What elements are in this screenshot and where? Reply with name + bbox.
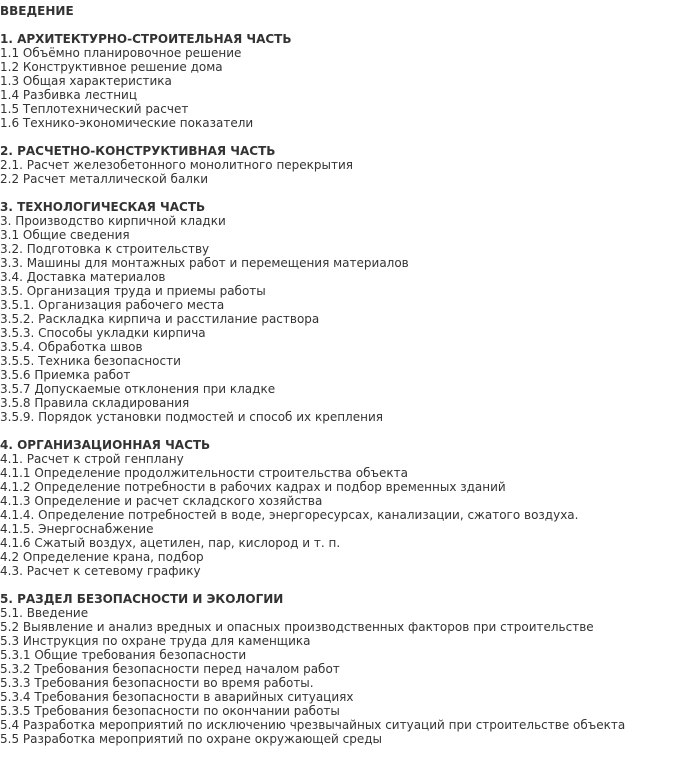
toc-item: 3.5. Организация труда и приемы работы <box>0 284 266 298</box>
toc-item: 3.3. Машины для монтажных работ и перемещения материалов <box>0 256 409 270</box>
section-heading: 5. РАЗДЕЛ БЕЗОПАСНОСТИ И ЭКОЛОГИИ <box>0 592 284 606</box>
toc-section-5 <box>0 592 700 746</box>
toc-item: 5.1. Введение <box>0 606 89 620</box>
toc-item: 1.3 Общая характеристика <box>0 74 172 88</box>
toc-item: 3.5.5. Техника безопасности <box>0 354 181 368</box>
toc-section-2 <box>0 144 700 186</box>
toc-item: 4.1.6 Сжатый воздух, ацетилен, пар, кислород и т. п. <box>0 536 341 550</box>
toc-item: 3.2. Подготовка к строительству <box>0 242 210 256</box>
toc-item: 3.5.7 Допускаемые отклонения при кладке <box>0 382 276 396</box>
section-heading: 1. АРХИТЕКТУРНО-СТРОИТЕЛЬНАЯ ЧАСТЬ <box>0 32 292 46</box>
toc-item: 3. Производство кирпичной кладки <box>0 214 226 228</box>
toc-item: 3.5.8 Правила складирования <box>0 396 190 410</box>
toc-item: 5.2 Выявление и анализ вредных и опасных производственных факторов при строительстве <box>0 620 594 634</box>
toc-item: 3.5.9. Порядок установки подмостей и способ их крепления <box>0 410 383 424</box>
toc-item: 3.1 Общие сведения <box>0 228 130 242</box>
toc-item: 4.1.2 Определение потребности в рабочих кадрах и подбор временных зданий <box>0 480 506 494</box>
toc-item: 5.5 Разработка мероприятий по охране окружающей среды <box>0 732 382 746</box>
sections-container <box>0 32 700 746</box>
toc-item: 4.3. Расчет к сетевому графику <box>0 564 201 578</box>
table-of-contents <box>0 4 700 760</box>
toc-item: 5.3 Инструкция по охране труда для каменщика <box>0 634 311 648</box>
toc-item: 3.5.3. Способы укладки кирпича <box>0 326 206 340</box>
toc-item: 1.2 Конструктивное решение дома <box>0 60 223 74</box>
toc-item: 4.1.5. Энергоснабжение <box>0 522 154 536</box>
toc-item: 4.1.1 Определение продолжительности строительства объекта <box>0 466 408 480</box>
toc-section-4 <box>0 438 700 578</box>
toc-item: 1.5 Теплотехнический расчет <box>0 102 189 116</box>
intro-heading: ВВЕДЕНИЕ <box>0 4 74 18</box>
toc-item: 2.2 Расчет металлической балки <box>0 172 209 186</box>
toc-item: 4.1.4. Определение потребностей в воде, энергоресурсах, канализации, сжатого воздуха. <box>0 508 579 522</box>
toc-item: 4.2 Определение крана, подбор <box>0 550 204 564</box>
toc-item: 1.6 Технико-экономические показатели <box>0 116 254 130</box>
toc-item: 5.3.2 Требования безопасности перед началом работ <box>0 662 340 676</box>
toc-item: 4.1. Расчет к строй генплану <box>0 452 184 466</box>
toc-section-3 <box>0 200 700 424</box>
toc-item: 5.3.3 Требования безопасности во время работы. <box>0 676 314 690</box>
intro-section <box>0 4 700 18</box>
toc-item: 3.5.1. Организация рабочего места <box>0 298 225 312</box>
toc-item: 3.5.6 Приемка работ <box>0 368 131 382</box>
toc-item: 4.1.3 Определение и расчет складского хозяйства <box>0 494 323 508</box>
toc-item: 2.1. Расчет железобетонного монолитного перекрытия <box>0 158 354 172</box>
toc-item: 5.3.1 Общие требования безопасности <box>0 648 247 662</box>
toc-item: 5.4 Разработка мероприятий по исключению чрезвычайных ситуаций при строительстве объекта <box>0 718 626 732</box>
section-heading: 3. ТЕХНОЛОГИЧЕСКАЯ ЧАСТЬ <box>0 200 206 214</box>
toc-item: 1.4 Разбивка лестниц <box>0 88 138 102</box>
toc-item: 5.3.4 Требования безопасности в аварийных ситуациях <box>0 690 354 704</box>
toc-item: 5.3.5 Требования безопасности по окончании работы <box>0 704 340 718</box>
toc-item: 3.5.4. Обработка швов <box>0 340 143 354</box>
toc-section-1 <box>0 32 700 130</box>
toc-item: 1.1 Объёмно планировочное решение <box>0 46 242 60</box>
section-heading: 2. РАСЧЕТНО-КОНСТРУКТИВНАЯ ЧАСТЬ <box>0 144 276 158</box>
toc-item: 3.4. Доставка материалов <box>0 270 166 284</box>
section-heading: 4. ОРГАНИЗАЦИОННАЯ ЧАСТЬ <box>0 438 211 452</box>
toc-item: 3.5.2. Раскладка кирпича и расстилание раствора <box>0 312 320 326</box>
